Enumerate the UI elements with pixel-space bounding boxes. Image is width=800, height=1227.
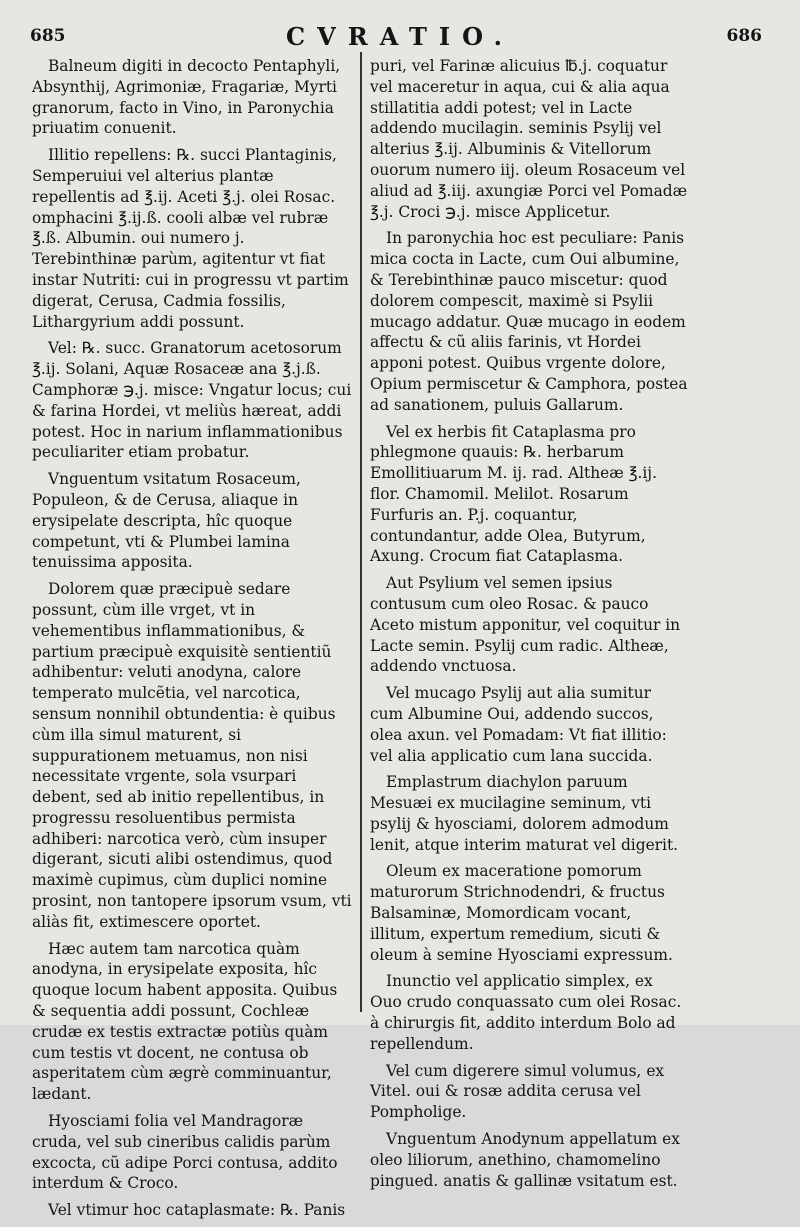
column-divider xyxy=(360,52,362,1012)
paragraph: Hyosciami folia vel Mandragoræ cruda, vel sub cineribus calidis parùm excocta, cũ adipe Porci contusa, addito interdum & Croco. xyxy=(32,1112,338,1193)
right-column xyxy=(370,56,688,1197)
paragraph: Hæc autem tam narcotica quàm anodyna, in erysipelate exposita, hîc quoque locum habent apposita. Quibus & sequentia addi possunt, Cochleæ crudæ ex testis extractæ potiùs quàm cum testis vt docent, ne contusa ob asperitatem cùm ægrè comminuantur, lædant. xyxy=(32,939,338,1104)
paragraph: Vel ex herbis fit Cataplasma pro phlegmone quauis: ℞. herbarum Emollitiuarum M. ij. rad. Altheæ ℥.ij. flor. Chamomil. Melilot. Rosarum Furfuris an. P.j. coquantur, contundantur, adde Olea, Butyrum, Axung. Crocum fiat Cataplasma. xyxy=(370,422,657,566)
paragraph: Vnguentum Anodynum appellatum ex oleo liliorum, anethino, chamomelino pingued. anatis & gallinæ vsitatum est. xyxy=(370,1130,680,1190)
left-column xyxy=(32,56,354,1227)
paragraph: Vel mucago Psylij aut alia sumitur cum Albumine Oui, addendo succos, olea axun. vel Pomadam: Vt fiat illitio: vel alia applicatio cum lana succida. xyxy=(370,684,667,765)
paragraph: Oleum ex maceratione pomorum maturorum Strichnodendri, & fructus Balsaminæ, Momordicam vocant, illitum, expertum remedium, sicuti & oleum à semine Hyosciami expressum. xyxy=(370,862,673,964)
running-title: CVRATIO. xyxy=(286,22,514,51)
paragraph: In paronychia hoc est peculiare: Panis mica cocta in Lacte, cum Oui albumine, & Terebinthinæ pauco miscetur: quod dolorem compescit, maximè si Psylii mucago addatur. Quæ mucago in eodem affectu & cũ aliis farinis, vt Hordei apponi potest. Quibus vrgente dolore, Opium permiscetur & Camphora, postea ad sanationem, puluis Gallarum. xyxy=(370,229,688,414)
paragraph: Vel: ℞. succ. Granatorum acetosorum ℥.ij. Solani, Aquæ Rosaceæ ana ℥.j.ß. Camphoræ ℈.j. misce: Vngatur locus; cui & farina Hordei, vt meliùs hæreat, addi potest. Hoc in narium inflammationibus peculiariter etiam probatur. xyxy=(32,339,352,462)
paragraph: puri, vel Farinæ alicuius ℔.j. coquatur vel maceretur in aqua, cui & alia aqua stillatitia addi potest; vel in Lacte addendo mucilagin. seminis Psylij vel alterius ℥.ij. Albuminis & Vitellorum ouorum numero iij. oleum Rosaceum vel aliud ad ℥.iij. axungiæ Porci vel Pomadæ ℥.j. Croci ℈.j. misce Applicetur. xyxy=(370,57,688,221)
paragraph: Vel vtimur hoc cataplasmate: ℞. Panis xyxy=(48,1201,346,1220)
paragraph: Vnguentum vsitatum Rosaceum, Populeon, & de Cerusa, aliaque in erysipelate descripta, hîc quoque competunt, vti & Plumbei lamina tenuissima apposita. xyxy=(32,470,301,572)
page-header xyxy=(0,22,800,52)
paragraph: Inunctio vel applicatio simplex, ex Ouo crudo conquassato cum olei Rosac. à chirurgis fit, addito interdum Bolo ad repellendum. xyxy=(370,972,682,1053)
page-number-right: 686 xyxy=(726,26,762,46)
page-number-left: 685 xyxy=(30,26,66,46)
paragraph: Aut Psylium vel semen ipsius contusum cum oleo Rosac. & pauco Aceto mistum apponitur, vel coquitur in Lacte semin. Psylij cum radic. Altheæ, addendo vnctuosa. xyxy=(370,574,681,676)
paragraph: Dolorem quæ præcipuè sedare possunt, cùm ille vrget, vt in vehementibus inflammationibus, & partium præcipuè exquisitè sentientiũ adhibentur: veluti anodyna, calore temperato mulcẽtia, vel narcotica, sensum nonnihil obtundentia: è quibus cùm illa simul maturent, si suppurationem metuamus, non nisi necessitate vrgente, sola vsurpari debent, sed ab initio repellentibus, in progressu resoluentibus permista adhiberi: narcotica verò, cùm insuper digerant, sicuti alibi ostendimus, quod maximè cupimus, cùm duplici nomine prosint, non tantopere ipsorum vsum, vti aliàs fit, extimescere oportet. xyxy=(32,580,352,931)
paragraph: Balneum digiti in decocto Pentaphyli, Absynthij, Agrimoniæ, Fragariæ, Myrti granorum, facto in Vino, in Paronychia priuatim conuenit. xyxy=(32,57,341,138)
paragraph: Emplastrum diachylon paruum Mesuæi ex mucilagine seminum, vti psylij & hyosciami, dolorem admodum lenit, atque interim maturat vel digerit. xyxy=(370,773,679,854)
paragraph: Illitio repellens: ℞. succi Plantaginis, Semperuiui vel alterius plantæ repellentis ad ℥.ij. Aceti ℥.j. olei Rosac. omphacini ℥.ij.ß. cooli albæ vel rubræ ℥.ß. Albumin. oui numero j. Terebinthinæ parùm, agitentur vt fiat instar Nutriti: cui in progressu vt partim digerat, Cerusa, Cadmia fossilis, Lithargyrium addi possunt. xyxy=(32,146,349,331)
paragraph: Vel cum digerere simul volumus, ex Vitel. oui & rosæ addita cerusa vel Pompholige. xyxy=(370,1061,665,1122)
